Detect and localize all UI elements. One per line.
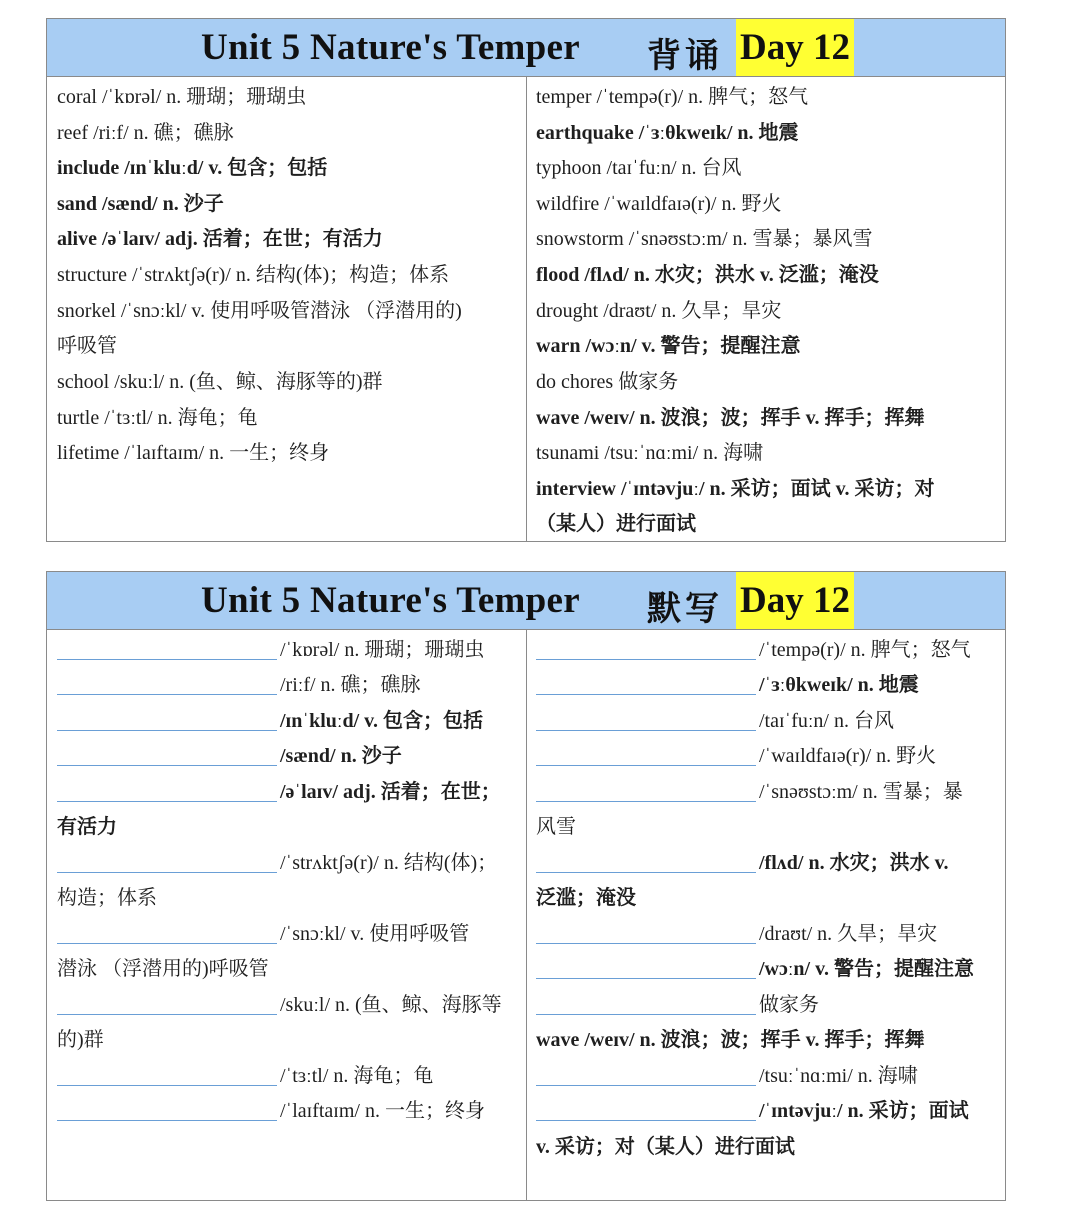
vocab-entry: include /ɪnˈkluːd/ v. 包含；包括 [57, 157, 328, 179]
dictation-row-prefilled: wave /weɪv/ n. 波浪；波；挥手 v. 挥手；挥舞 [536, 1029, 925, 1051]
answer-blank[interactable] [536, 744, 756, 766]
recite-right-column [527, 77, 1005, 541]
answer-blank[interactable] [57, 744, 277, 766]
entry-hint: /ˈstrʌktʃə(r)/ n. 结构(体)； [280, 852, 498, 874]
vocab-entry: reef /riːf/ n. 礁；礁脉 [57, 122, 234, 144]
dictation-left-column [47, 630, 527, 1200]
vocab-entry: drought /draʊt/ n. 久旱；旱灾 [536, 300, 782, 322]
dictation-card [46, 571, 1006, 1201]
dictation-row [536, 993, 819, 1017]
dictation-banner [47, 572, 1005, 630]
vocab-entry: warn /wɔːn/ v. 警告；提醒注意 [536, 335, 801, 357]
answer-blank[interactable] [57, 709, 277, 731]
entry-hint: /tsuːˈnɑːmi/ n. 海啸 [759, 1065, 918, 1087]
dictation-row [536, 744, 936, 768]
dictation-row [57, 993, 502, 1017]
vocab-entry: lifetime /ˈlaɪftaɪm/ n. 一生；终身 [57, 442, 330, 464]
vocab-entry-continued: （某人）进行面试 [536, 513, 696, 535]
dictation-row [57, 780, 501, 804]
dictation-row [57, 673, 421, 697]
answer-blank[interactable] [536, 1099, 756, 1121]
entry-hint: /ˈtempə(r)/ n. 脾气；怒气 [759, 639, 971, 661]
dictation-row-continued: v. 采访；对（某人）进行面试 [536, 1136, 795, 1158]
vocab-entry: typhoon /taɪˈfuːn/ n. 台风 [536, 157, 742, 179]
vocab-entry: sand /sænd/ n. 沙子 [57, 193, 224, 215]
answer-blank[interactable] [536, 638, 756, 660]
entry-hint: /əˈlaɪv/ adj. 活着；在世； [280, 781, 501, 803]
vocab-entry: structure /ˈstrʌktʃə(r)/ n. 结构(体)；构造；体系 [57, 264, 450, 286]
dictation-row-continued: 泛滥；淹没 [536, 887, 636, 909]
day-label: Day 12 [736, 572, 854, 629]
dictation-row-continued: 的)群 [57, 1029, 104, 1051]
vocab-entry: wildfire /ˈwaɪldfaɪə(r)/ n. 野火 [536, 193, 782, 215]
vocab-entry: turtle /ˈtɜːtl/ n. 海龟；龟 [57, 407, 258, 429]
entry-hint: /skuːl/ n. (鱼、鲸、海豚等 [280, 994, 502, 1016]
recite-card [46, 18, 1006, 542]
dictation-row [536, 673, 919, 697]
entry-hint: 做家务 [759, 994, 819, 1016]
vocab-entry: snorkel /ˈsnɔːkl/ v. 使用呼吸管潜泳 （浮潜用的) [57, 300, 462, 322]
entry-hint: /ˈtɜːtl/ n. 海龟；龟 [280, 1065, 434, 1087]
dictation-row-continued: 风雪 [536, 816, 576, 838]
dictation-row-continued: 构造；体系 [57, 887, 157, 909]
entry-hint: /taɪˈfuːn/ n. 台风 [759, 710, 894, 732]
entry-hint: /ˈlaɪftaɪm/ n. 一生；终身 [280, 1100, 485, 1122]
vocab-entry: school /skuːl/ n. (鱼、鲸、海豚等的)群 [57, 371, 383, 393]
answer-blank[interactable] [536, 673, 756, 695]
answer-blank[interactable] [57, 1099, 277, 1121]
dictation-row [536, 709, 894, 733]
dictation-row [57, 1064, 433, 1088]
answer-blank[interactable] [57, 780, 277, 802]
mode-label: 默写 [647, 591, 723, 628]
dictation-row [536, 780, 963, 804]
dictation-row [536, 957, 974, 981]
answer-blank[interactable] [57, 993, 277, 1015]
recite-left-column [47, 77, 527, 541]
dictation-right-column [527, 630, 1005, 1200]
vocab-entry: earthquake /ˈɜːθkweɪk/ n. 地震 [536, 122, 799, 144]
dictation-row-continued: 有活力 [57, 816, 117, 838]
entry-hint: /ˈɪntəvjuː/ n. 采访；面试 [759, 1100, 969, 1122]
dictation-row [536, 922, 937, 946]
answer-blank[interactable] [536, 922, 756, 944]
answer-blank[interactable] [57, 922, 277, 944]
vocab-entry: do chores 做家务 [536, 371, 679, 393]
answer-blank[interactable] [57, 638, 277, 660]
dictation-row-continued: 潜泳 （浮潜用的)呼吸管 [57, 958, 269, 980]
dictation-row [57, 744, 402, 768]
vocab-entry: tsunami /tsuːˈnɑːmi/ n. 海啸 [536, 442, 764, 464]
answer-blank[interactable] [536, 993, 756, 1015]
entry-hint: /draʊt/ n. 久旱；旱灾 [759, 923, 938, 945]
vocab-entry: coral /ˈkɒrəl/ n. 珊瑚；珊瑚虫 [57, 86, 307, 108]
answer-blank[interactable] [57, 1064, 277, 1086]
answer-blank[interactable] [536, 780, 756, 802]
entry-hint: /riːf/ n. 礁；礁脉 [280, 674, 421, 696]
answer-blank[interactable] [57, 851, 277, 873]
answer-blank[interactable] [57, 673, 277, 695]
dictation-row [57, 1099, 485, 1123]
vocab-entry: interview /ˈɪntəvjuː/ n. 采访；面试 v. 采访；对 [536, 478, 935, 500]
dictation-row [57, 851, 497, 875]
entry-hint: /ˈsnəʊstɔːm/ n. 雪暴；暴 [759, 781, 963, 803]
vocab-entry: snowstorm /ˈsnəʊstɔːm/ n. 雪暴；暴风雪 [536, 228, 873, 250]
answer-blank[interactable] [536, 1064, 756, 1086]
dictation-row [536, 1064, 918, 1088]
entry-hint: /flʌd/ n. 水灾；洪水 v. [759, 852, 949, 874]
recite-banner [47, 19, 1005, 77]
entry-hint: /ˈwaɪldfaɪə(r)/ n. 野火 [759, 745, 937, 767]
vocab-entry-continued: 呼吸管 [57, 335, 117, 357]
vocab-entry: flood /flʌd/ n. 水灾；洪水 v. 泛滥；淹没 [536, 264, 879, 286]
entry-hint: /wɔːn/ v. 警告；提醒注意 [759, 958, 975, 980]
entry-hint: /ˈkɒrəl/ n. 珊瑚；珊瑚虫 [280, 639, 485, 661]
dictation-row [536, 851, 948, 875]
vocab-entry: alive /əˈlaɪv/ adj. 活着；在世；有活力 [57, 228, 383, 250]
vocab-entry: temper /ˈtempə(r)/ n. 脾气；怒气 [536, 86, 809, 108]
answer-blank[interactable] [536, 709, 756, 731]
answer-blank[interactable] [536, 957, 756, 979]
dictation-row [57, 922, 469, 946]
card-title: Unit 5 Nature's Temper [201, 27, 581, 68]
entry-hint: /ˈsnɔːkl/ v. 使用呼吸管 [280, 923, 470, 945]
dictation-row [57, 638, 484, 662]
dictation-row [536, 1099, 969, 1123]
answer-blank[interactable] [536, 851, 756, 873]
entry-hint: /ˈɜːθkweɪk/ n. 地震 [759, 674, 919, 696]
dictation-row [536, 638, 971, 662]
dictation-row [57, 709, 483, 733]
day-label: Day 12 [736, 19, 854, 76]
vocab-entry: wave /weɪv/ n. 波浪；波；挥手 v. 挥手；挥舞 [536, 407, 925, 429]
entry-hint: /ɪnˈkluːd/ v. 包含；包括 [280, 710, 484, 732]
entry-hint: /sænd/ n. 沙子 [280, 745, 402, 767]
card-title: Unit 5 Nature's Temper [201, 580, 581, 621]
mode-label: 背诵 [647, 38, 723, 75]
